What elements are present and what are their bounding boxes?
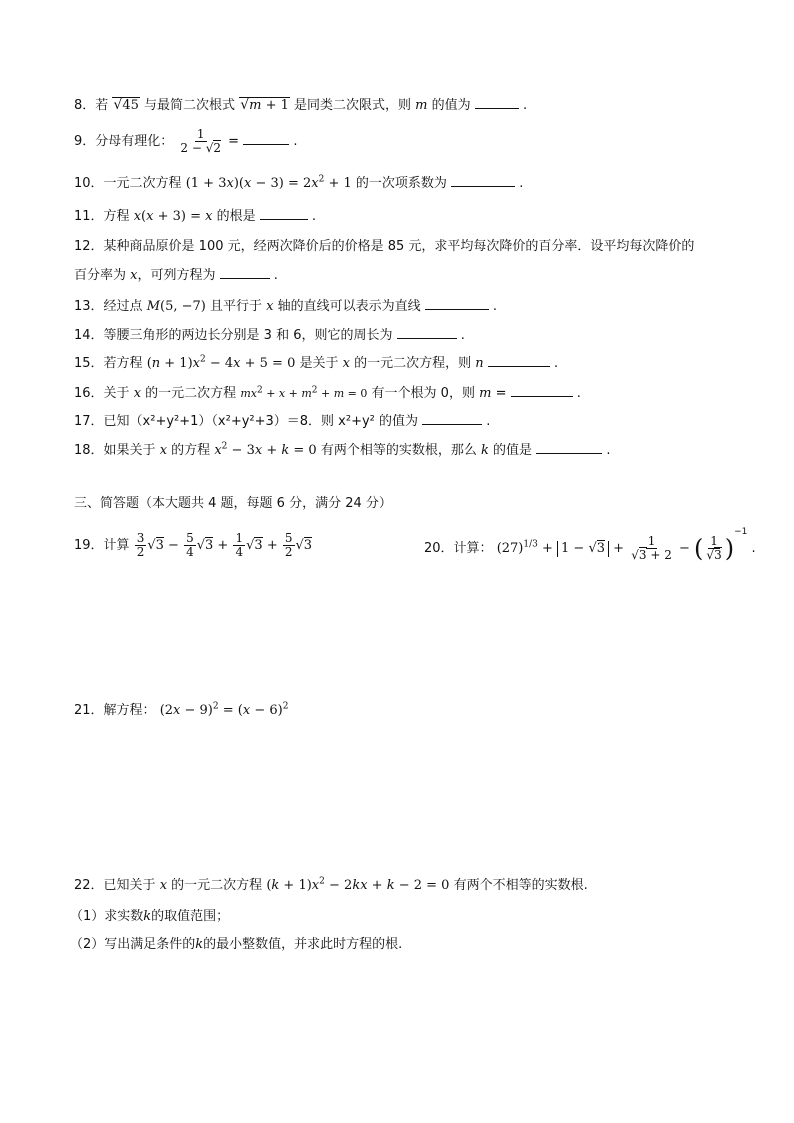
question-22-part-2: （2）写出满足条件的k的最小整数值，并求此时方程的根. [70,937,403,952]
question-9: 9．分母有理化： $\frac{1}{2 - √2}$ = . [74,127,298,155]
question-21: 21．解方程： $(2x - 9)^2 = (x - 6)^2$ [74,701,289,718]
q8-text-2: 与最简二次根式 [144,98,236,113]
sqrt-45: √45 [113,97,139,113]
q9-text: 9．分母有理化： [74,134,174,149]
question-18: 18．如果关于 x 的方程 $x^2 - 3x + k = 0$ 有两个相等的实数根，那么 k 的值是 . [74,441,611,458]
answer-blank[interactable] [536,441,602,454]
question-16: 16．关于 x 的一元二次方程 $mx^2 + x + m^2 + m = 0$ 有一个根为 0，则 m = . [74,385,581,401]
q8-text-4: 的值为 [431,98,471,113]
question-14: 14．等腰三角形的两边长分别是 3 和 6，则它的周长为 . [74,328,465,343]
answer-blank[interactable] [475,96,519,109]
answer-blank[interactable] [397,326,457,339]
answer-blank[interactable] [422,412,482,425]
question-17: 17．已知（x²+y²+1）（x²+y²+3）＝8．则 x²+y² 的值为 . [74,414,491,429]
answer-blank[interactable] [488,354,550,367]
question-20: 20．计算： $(27)^{1/3} + 1 - √3$ + $\frac{1}{√3 + 2}$ − ( $\frac{1}{√3}$ )$^{-1}$ . [424,527,756,563]
answer-blank[interactable] [511,384,573,397]
question-22: 22．已知关于 x 的一元二次方程 $(k + 1)x^2 - 2kx + k - 2 = 0$ 有两个不相等的实数根. [74,876,588,893]
answer-blank[interactable] [243,132,289,145]
question-15: 15．若方程 $(n + 1)x^2 - 4x + 5 = 0$ 是关于 x 的一元二次方程，则 n . [74,354,559,371]
answer-blank[interactable] [425,297,489,310]
question-22-part-1: （1）求实数k的取值范围； [70,909,230,924]
q8-text-1: 8．若 [74,98,109,113]
fraction: $\frac{1}{2 - √2}$ [180,127,222,155]
answer-blank[interactable] [220,266,270,279]
answer-blank[interactable] [451,174,515,187]
q8-text-3: 是同类二次限式，则 [294,98,412,113]
question-13: 13．经过点 M(5, −7) 且平行于 x 轴的直线可以表示为直线 . [74,299,498,314]
sqrt-m-plus-1: √m + 1 [240,97,289,113]
question-12-line-1: 12．某种商品原价是 100 元，经两次降价后的价格是 85 元，求平均每次降价的百分率．设平均每次降价的 [74,239,695,254]
question-8: 8．若 √45 与最简二次根式 √m + 1 是同类二次限式，则 m 的值为 . [74,97,528,113]
question-10: 10．一元二次方程 $(1 + 3x)(x - 3) = 2x^2 + 1$ 的一次项系数为 . [74,174,524,191]
question-11: 11．方程 x(x + 3) = x 的根是 . [74,209,317,224]
answer-blank[interactable] [260,207,308,220]
question-19: 19．计算 $\frac{3}{2}$ √3 − $\frac{5}{4}$ √3 + $\frac{1}{4}$ √3 + $\frac{5}{2}$ √3 [74,531,313,559]
question-12-line-2: 百分率为 x，可列方程为 . [74,268,278,283]
section-3-heading: 三、简答题（本大题共 4 题，每题 6 分，满分 24 分） [74,496,392,511]
